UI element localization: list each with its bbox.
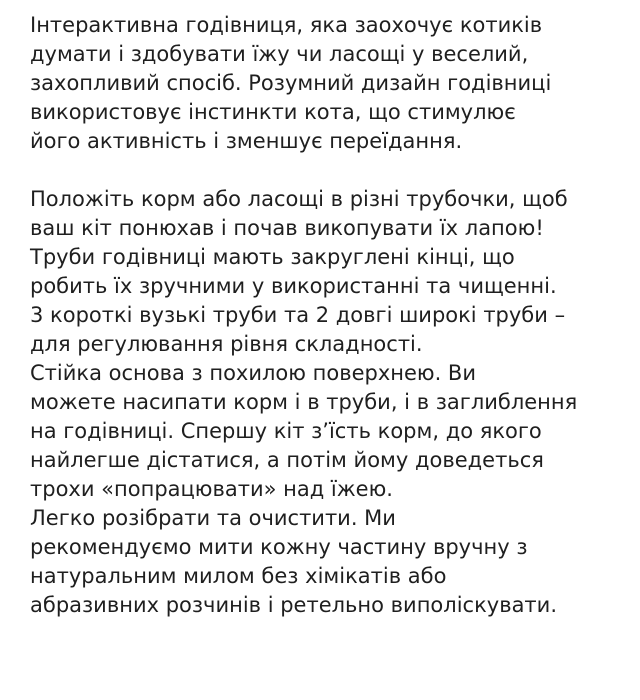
text-line: ваш кіт понюхав і почав викопувати їх лапою! [30, 216, 544, 240]
text-line: натуральним милом без хімікатів або [30, 564, 447, 588]
text-line: трохи «попрацювати» над їжею. [30, 477, 393, 501]
paragraph-spacer [30, 156, 630, 185]
text-line: захопливий спосіб. Розумний дизайн годівниці [30, 71, 552, 95]
text-line: можете насипати корм і в труби, і в заглиблення [30, 390, 578, 414]
text-line: 3 короткі вузькі труби та 2 довгі широкі труби – [30, 303, 566, 327]
text-line: на годівниці. Спершу кіт з’їсть корм, до якого [30, 419, 542, 443]
text-line: Положіть корм або ласощі в різні трубочки, щоб [30, 187, 568, 211]
text-line: абразивних розчинів і ретельно виполіскувати. [30, 593, 557, 617]
text-line: використовує інстинкти кота, що стимулює [30, 100, 516, 124]
text-line: Інтерактивна годівниця, яка заохочує котиків [30, 13, 543, 37]
description-paragraph-2 [30, 185, 630, 620]
text-line: робить їх зручними у використанні та чищенні. [30, 274, 557, 298]
text-line: Легко розібрати та очистити. Ми [30, 506, 396, 530]
description-paragraph-1 [30, 11, 630, 156]
text-line: найлегше дістатися, а потім йому доведеться [30, 448, 544, 472]
text-line: Стійка основа з похилою поверхнею. Ви [30, 361, 476, 385]
product-description [30, 11, 630, 620]
text-line: Труби годівниці мають закруглені кінці, що [30, 245, 515, 269]
text-line: думати і здобувати їжу чи ласощі у веселий, [30, 42, 529, 66]
text-line: для регулювання рівня складності. [30, 332, 423, 356]
text-line: його активність і зменшує переїдання. [30, 129, 463, 153]
text-line: рекомендуємо мити кожну частину вручну з [30, 535, 528, 559]
